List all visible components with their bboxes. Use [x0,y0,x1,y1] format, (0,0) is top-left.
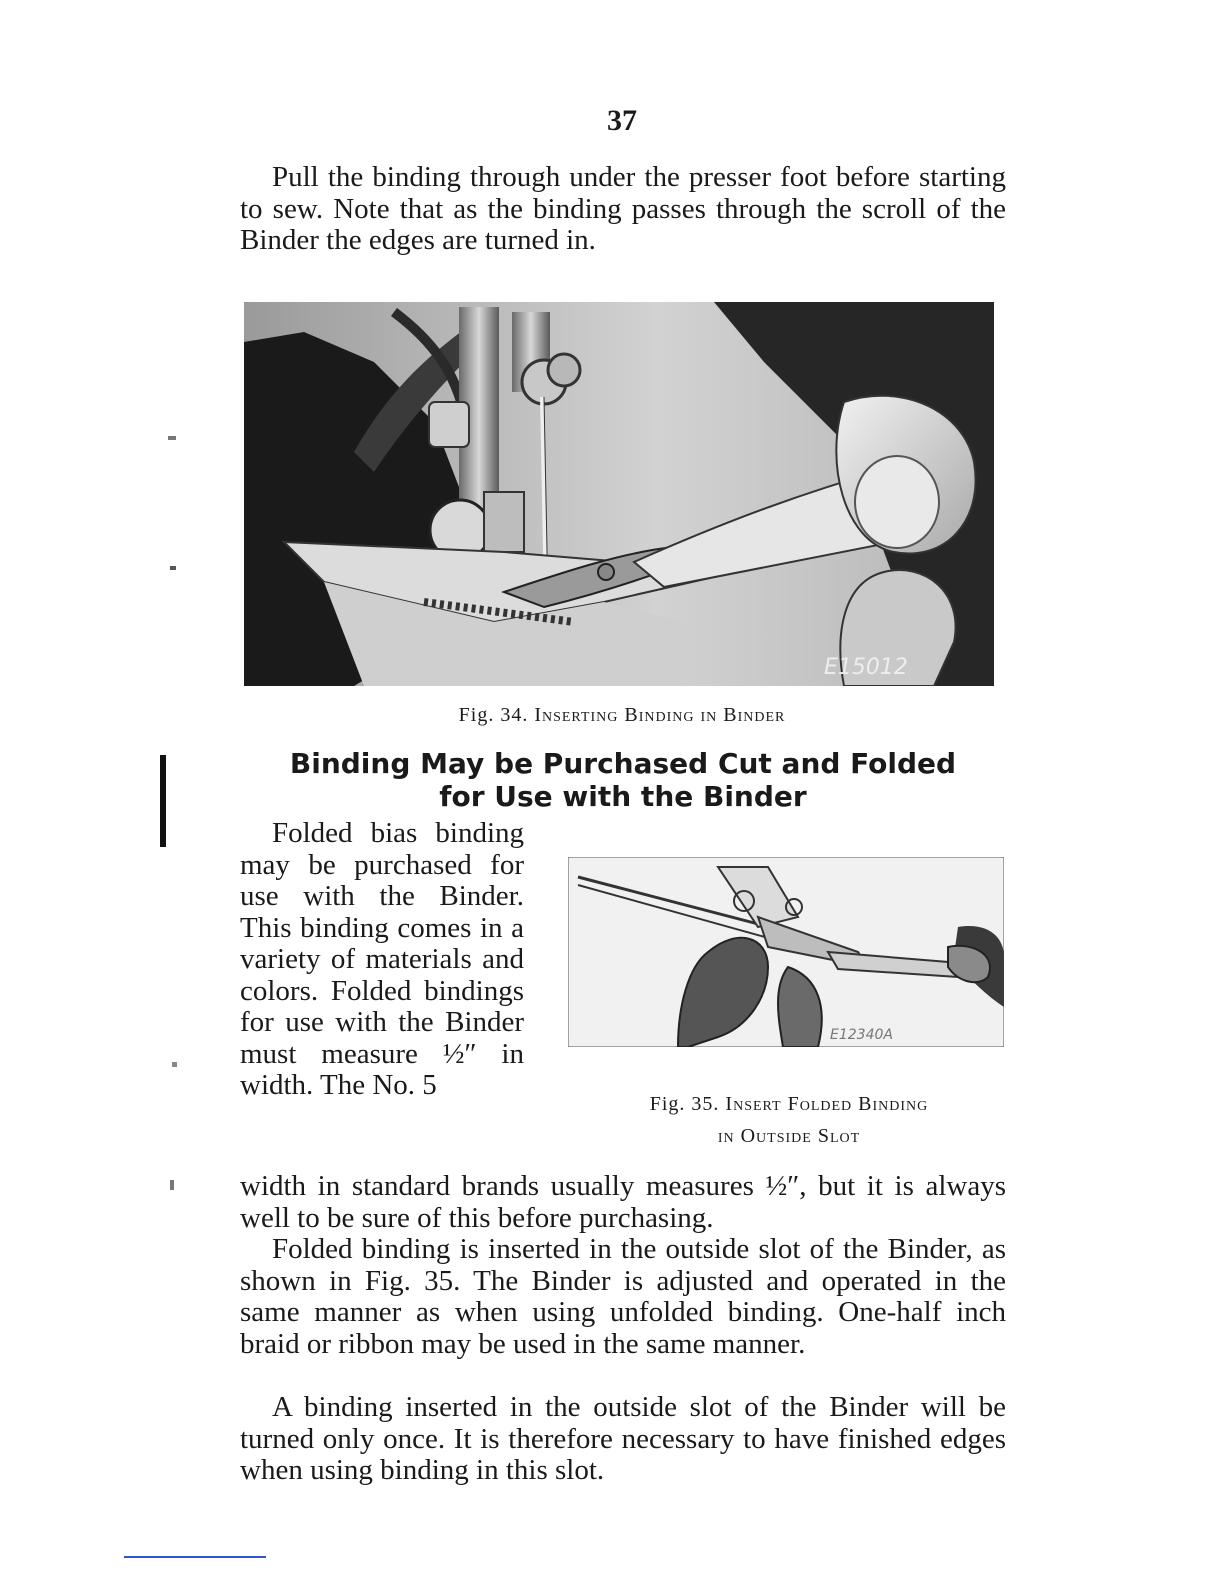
fig34-title: Inserting Binding in Binder [534,704,786,726]
fig34-label: Fig. 34. [458,704,529,726]
fig35-title-line-2: in Outside Slot [717,1125,861,1147]
section-heading-line-1: Binding May be Purchased Cut and Folded [289,747,957,780]
sewing-machine-binder-illustration [244,302,994,686]
margin-speck [170,566,176,570]
section-heading-line-2: for Use with the Binder [439,780,807,813]
figure-35-photo [568,857,1004,1047]
outside-slot-paragraph: A binding inserted in the outside slot of the Binder will be turned only once. It is therefore necessary to have finished edges when using binding in this slot. [240,1391,1006,1486]
fig35-code: E12340A [830,1027,893,1043]
footnote-rule [124,1556,266,1558]
folded-binding-continued-paragraph: width in standard brands usually measures ½″, but it is always well to be sure of this before purchasing. [240,1170,1006,1234]
figure-34-photo [244,302,994,686]
folded-binding-insertion-illustration [568,857,1004,1047]
fig35-label: Fig. 35. [649,1093,720,1115]
fig35-title-line-1: Insert Folded Binding [725,1093,929,1115]
margin-speck [172,1062,177,1067]
section-heading [240,747,1006,813]
fig34-code: E15012 [824,655,908,680]
page-number: 37 [607,104,637,137]
folded-binding-paragraph: Folded bias binding may be purchased for use with the Binder. This binding comes in a variety of materials and colors. Folded bindings for use with the Binder must measure ½″ in width. The No. 5 [240,817,524,1101]
figure-35-caption [566,1088,1012,1152]
margin-bar [160,755,166,847]
margin-speck [170,1180,174,1190]
inserted-binding-paragraph: Folded binding is inserted in the outside slot of the Binder, as shown in Fig. 35. The Binder is adjusted and operated in the same manner as when using unfolded binding. One-half inch braid or ribbon may be used in the same manner. [240,1233,1006,1360]
intro-paragraph: Pull the binding through under the presser foot before starting to sew. Note that as the binding passes through the scroll of the Binder the edges are turned in. [240,161,1006,256]
margin-speck [168,436,176,440]
figure-34-caption [0,704,1224,727]
